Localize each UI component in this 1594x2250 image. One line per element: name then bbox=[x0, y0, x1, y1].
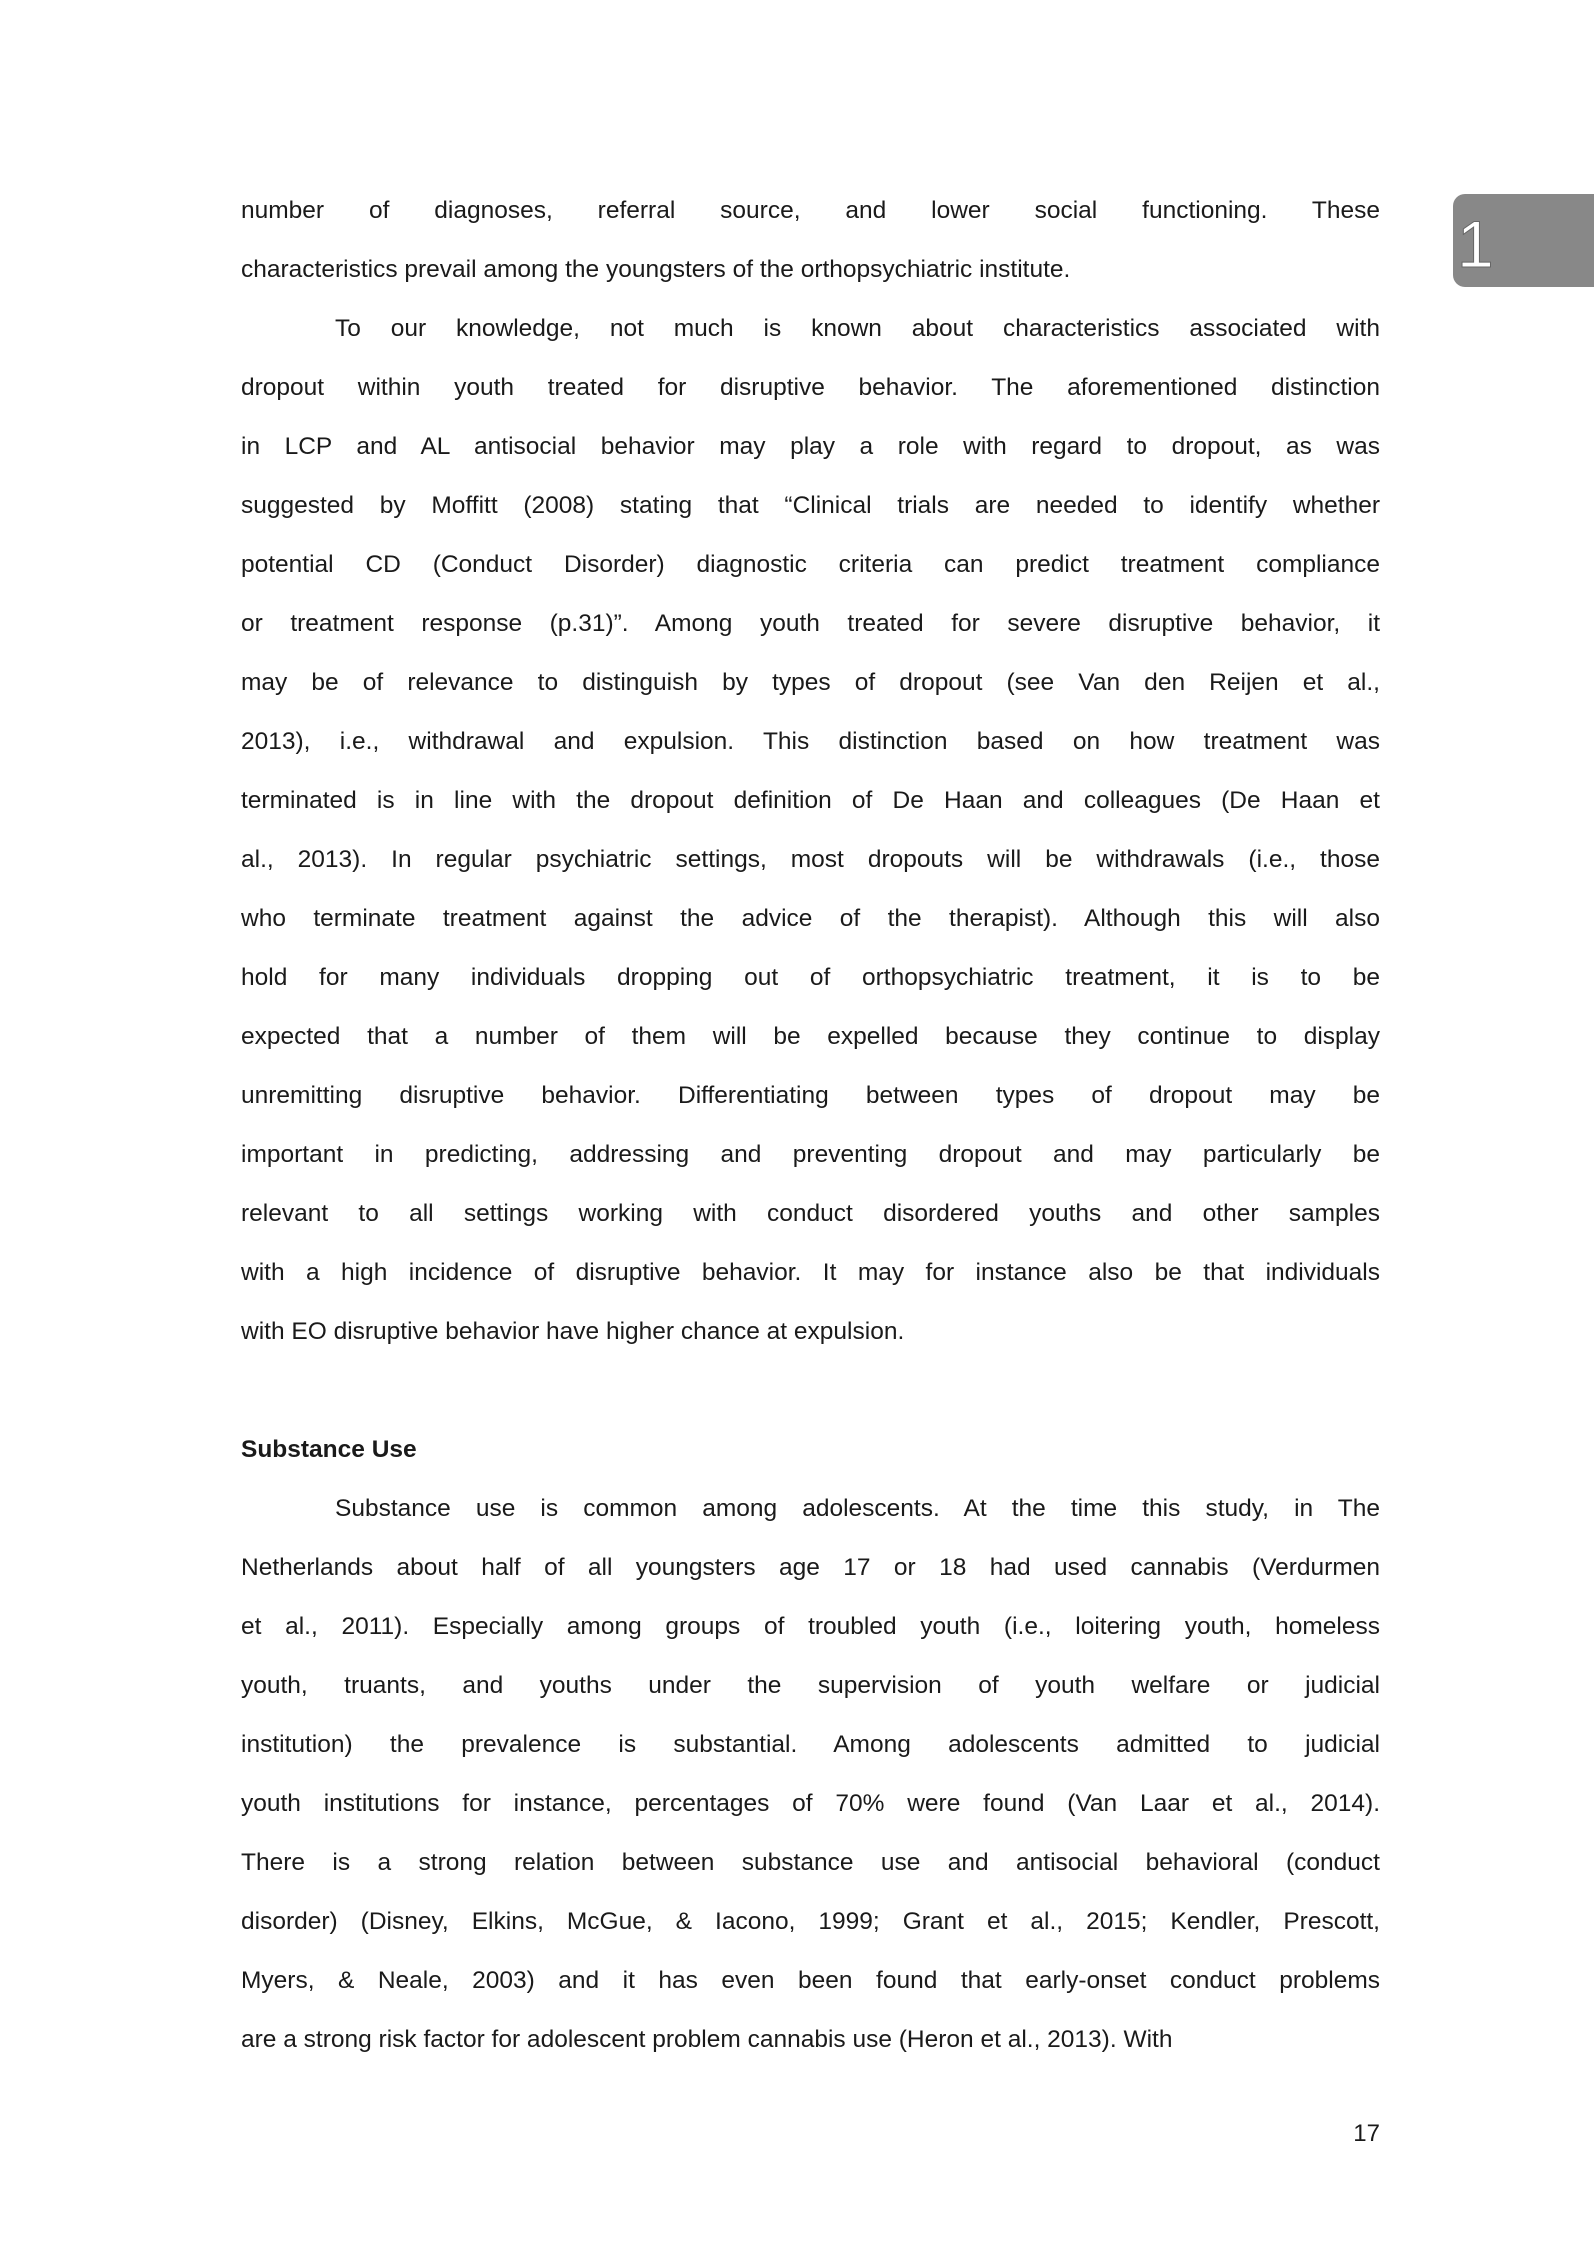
section-heading: Substance Use bbox=[241, 1436, 417, 1463]
text-line: 2013), i.e., withdrawal and expulsion. This distinction based on how treatment was bbox=[241, 728, 1380, 755]
text-line: Netherlands about half of all youngsters age 17 or 18 had used cannabis (Verdurmen bbox=[241, 1554, 1380, 1581]
text-line: There is a strong relation between substance use and antisocial behavioral (conduct bbox=[241, 1849, 1380, 1876]
paragraph-1 bbox=[241, 190, 1380, 308]
text-line: may be of relevance to distinguish by types of dropout (see Van den Reijen et al., bbox=[241, 669, 1380, 696]
text-line: institution) the prevalence is substantial. Among adolescents admitted to judicial bbox=[241, 1731, 1380, 1758]
text-line: important in predicting, addressing and preventing dropout and may particularly be bbox=[241, 1141, 1380, 1168]
text-line: Myers, & Neale, 2003) and it has even been found that early-onset conduct problems bbox=[241, 1967, 1380, 1994]
text-line: youth, truants, and youths under the supervision of youth welfare or judicial bbox=[241, 1672, 1380, 1699]
text-line: To our knowledge, not much is known about characteristics associated with bbox=[335, 315, 1380, 342]
chapter-tab bbox=[1453, 194, 1594, 287]
text-line: number of diagnoses, referral source, and lower social functioning. These bbox=[241, 197, 1380, 224]
text-line: in LCP and AL antisocial behavior may play a role with regard to dropout, as was bbox=[241, 433, 1380, 460]
text-line: or treatment response (p.31)”. Among youth treated for severe disruptive behavior, it bbox=[241, 610, 1380, 637]
text-line: relevant to all settings working with conduct disordered youths and other samples bbox=[241, 1200, 1380, 1227]
text-line: are a strong risk factor for adolescent problem cannabis use (Heron et al., 2013). With bbox=[241, 2026, 1173, 2053]
paragraph-3 bbox=[241, 1488, 1380, 2078]
text-line: hold for many individuals dropping out of orthopsychiatric treatment, it is to be bbox=[241, 964, 1380, 991]
text-line: al., 2013). In regular psychiatric settings, most dropouts will be withdrawals (i.e., those bbox=[241, 846, 1380, 873]
chapter-number: 1 bbox=[1457, 207, 1494, 281]
text-line: youth institutions for instance, percentages of 70% were found (Van Laar et al., 2014). bbox=[241, 1790, 1380, 1817]
text-line: potential CD (Conduct Disorder) diagnostic criteria can predict treatment compliance bbox=[241, 551, 1380, 578]
text-line: suggested by Moffitt (2008) stating that “Clinical trials are needed to identify whether bbox=[241, 492, 1380, 519]
text-line: with EO disruptive behavior have higher chance at expulsion. bbox=[241, 1318, 905, 1345]
page-number: 17 bbox=[1353, 2120, 1380, 2147]
text-line: who terminate treatment against the advice of the therapist). Although this will also bbox=[241, 905, 1380, 932]
text-line: unremitting disruptive behavior. Differentiating between types of dropout may be bbox=[241, 1082, 1380, 1109]
text-line: expected that a number of them will be expelled because they continue to display bbox=[241, 1023, 1380, 1050]
text-line: characteristics prevail among the youngsters of the orthopsychiatric institute. bbox=[241, 256, 1071, 283]
text-line: dropout within youth treated for disruptive behavior. The aforementioned distinction bbox=[241, 374, 1380, 401]
text-line: with a high incidence of disruptive behavior. It may for instance also be that individuals bbox=[241, 1259, 1380, 1286]
text-line: disorder) (Disney, Elkins, McGue, & Iacono, 1999; Grant et al., 2015; Kendler, Prescott, bbox=[241, 1908, 1380, 1935]
text-line: Substance use is common among adolescents. At the time this study, in The bbox=[335, 1495, 1380, 1522]
text-line: terminated is in line with the dropout definition of De Haan and colleagues (De Haan et bbox=[241, 787, 1380, 814]
spacer bbox=[241, 1370, 1380, 1429]
body-text bbox=[241, 190, 1380, 2078]
paragraph-2 bbox=[241, 308, 1380, 1370]
text-line: et al., 2011). Especially among groups of troubled youth (i.e., loitering youth, homeless bbox=[241, 1613, 1380, 1640]
